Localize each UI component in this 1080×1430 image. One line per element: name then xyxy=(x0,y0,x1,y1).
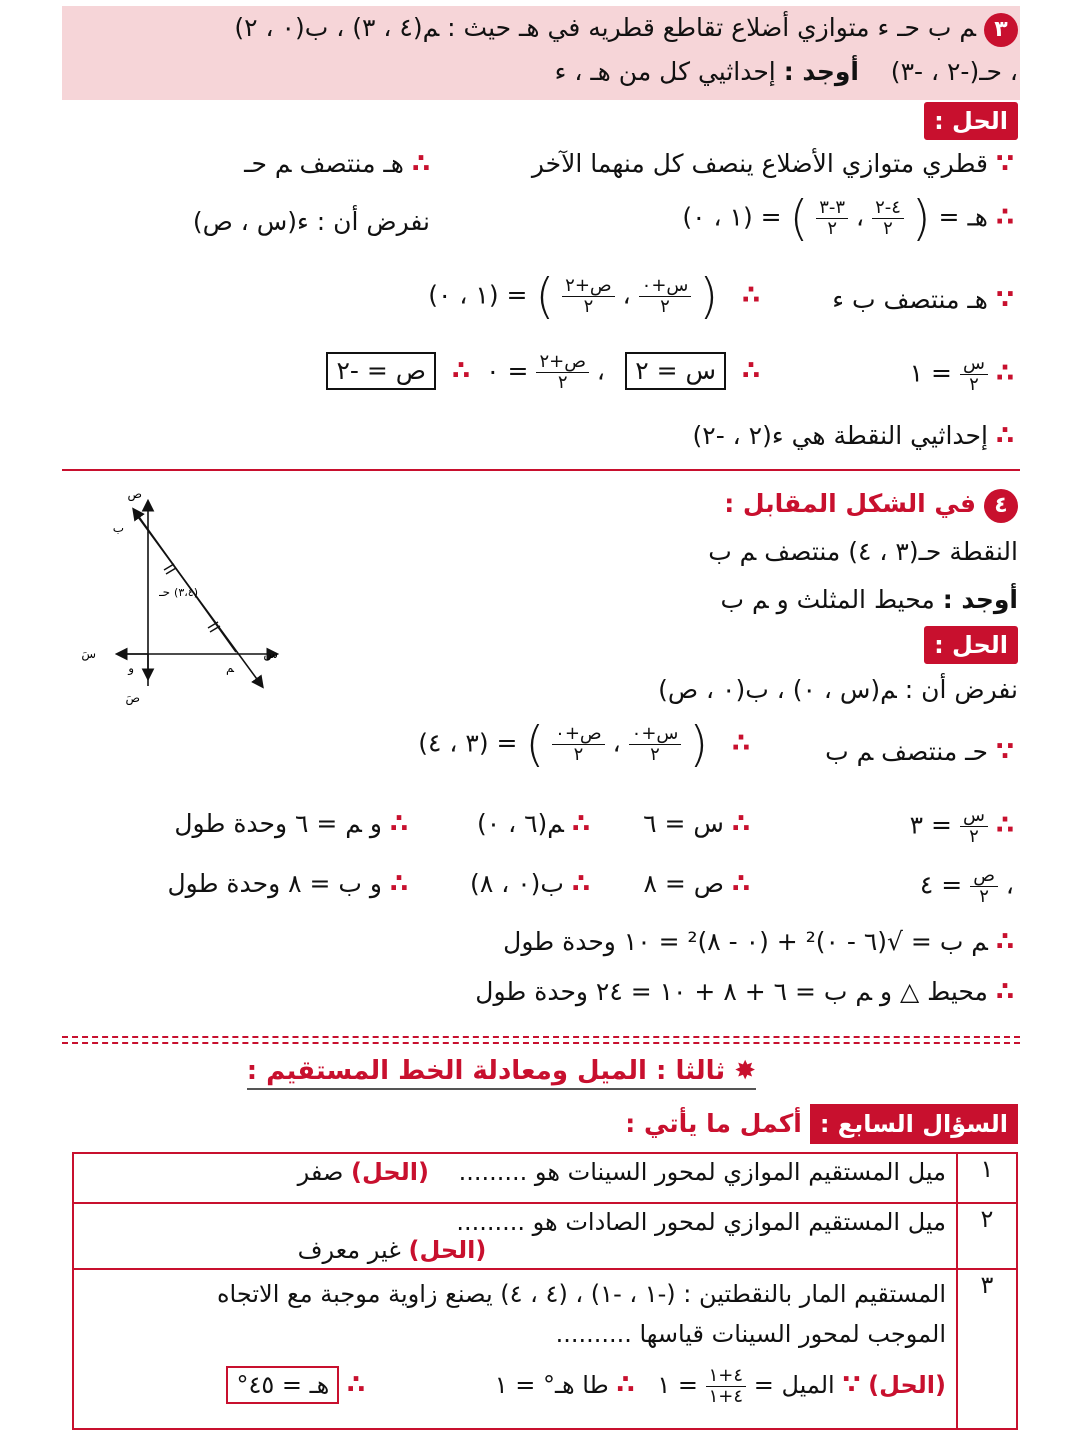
q3-row2-result: = (١ ، ٠) xyxy=(682,202,782,232)
q4-mid-result: = (٣ ، ٤) xyxy=(418,728,518,758)
q7-header xyxy=(625,1104,1018,1144)
divider-dashed xyxy=(62,1036,1020,1038)
q3-row2-frac2: $\frac{٣-٣}{٢}$ xyxy=(816,198,848,239)
q3-row3-frac2: $\frac{\text{ص+٢}}{٢}$ xyxy=(562,276,615,317)
q3-row1-right xyxy=(532,148,1014,180)
therefore-symbol: ∴ xyxy=(741,280,760,311)
divider xyxy=(62,469,1020,471)
q3-row3-text: هـ منتصف ب ء xyxy=(832,285,988,314)
q3-line1 xyxy=(234,12,1018,47)
therefore-symbol: ∴ xyxy=(995,202,1014,233)
q7-answer-box: هـ = ٤٥° xyxy=(226,1366,339,1404)
q4-r2-d: ∴ و ب = ٨ وحدة طول xyxy=(167,869,408,899)
q4-perimeter: محيط △ و ﻢ ب = ٦ + ٨ + ١٠ = ٢٤ وحدة طول xyxy=(475,977,988,1006)
fig-b-label: ب xyxy=(112,521,124,535)
q3-row5: ∴ إحداثيي النقطة هي ء(٢ ، -٢) xyxy=(692,421,1014,451)
q3-row3 xyxy=(832,284,1014,316)
q4-number-badge: ٤ xyxy=(984,489,1018,523)
fig-origin-label: و xyxy=(128,661,134,675)
q7-text: أكمل ما يأتي : xyxy=(625,1109,802,1138)
q4-mid-text: حـ منتصف ﻢ ب xyxy=(825,737,988,766)
q4-mid-right: ∵ حـ منتصف ﻢ ب xyxy=(825,737,1014,767)
q3-row2-frac1: $\frac{٤-٢}{٢}$ xyxy=(872,198,904,239)
q4-distance: ﻢ ب = √(٦ - ٠)² + (٠ - ٨)² = ١٠ وحدة طول xyxy=(503,927,988,956)
fig-x-neg-label: سَ xyxy=(81,647,96,661)
q3-final-answer: إحداثيي النقطة هي ء(٢ ، -٢) xyxy=(692,421,988,450)
q3-row4-d: ∴ ص = -٢ xyxy=(326,352,470,390)
q3-row4-a: ∴ $\frac{\text{س}}{٢}$ = ١ xyxy=(909,353,1014,395)
q3-row4-eq2: = ٠ xyxy=(486,356,529,386)
q3-row3-frac1: $\frac{\text{س+٠}}{٢}$ xyxy=(639,276,692,317)
table-row: ١ ميل المستقيم الموازي لمحور السينات هو ......... (الحل) صفر xyxy=(73,1153,1017,1203)
q4-figure xyxy=(81,486,296,708)
q3-solution-label: الحل : xyxy=(924,102,1018,140)
q3-row4-c: ، $\frac{\text{ص+٢}}{٢}$ = ٠ xyxy=(486,351,605,393)
q3-statement: ﻢ ب حـ ء متوازي أضلاع تقاطع قطريه في هـ حيث : ﻢ(٤ ، ٣) ، ب(٠ ، ٢) xyxy=(234,13,977,42)
q7-label: السؤال السابع : xyxy=(810,1104,1018,1144)
q4-solution-label: الحل : xyxy=(924,626,1018,664)
q4-title: في الشكل المقابل : xyxy=(724,489,977,518)
divider-dashed-2 xyxy=(62,1042,1020,1044)
q4-r4: ∴ محيط △ و ﻢ ب = ٦ + ٨ + ١٠ = ٢٤ وحدة طول xyxy=(475,977,1014,1007)
q4-r1-d: ∴ و ﻢ = ٦ وحدة طول xyxy=(174,809,408,839)
fig-y-label: ص xyxy=(127,487,142,501)
q3-row1-mid-text: هـ منتصف ﻢ حـ xyxy=(244,149,404,178)
q4-assume: نفرض أن : ﻢ(س ، ٠) ، ب(٠ ، ص) xyxy=(658,675,1018,704)
q3-row1-left xyxy=(244,148,430,180)
q3-line2 xyxy=(555,56,1018,88)
q3-answer-box-y: ص = -٢ xyxy=(326,352,436,390)
fig-x-label: س xyxy=(263,647,278,661)
q3-row3-eq: ∴ ( $\frac{\text{س+٠}}{٢}$ ، $\frac{\text{ص+٢}}{٢}$ ) = (١ ، ٠) xyxy=(428,268,760,325)
q3-row2-h: هـ = xyxy=(938,202,988,232)
table-row: ٢ ميل المستقيم الموازي لمحور الصادات هو ......... (الحل) غير معرف xyxy=(73,1203,1017,1269)
q3-find-label: أوجد : xyxy=(783,57,859,86)
q4-r3: ∴ ﻢ ب = √(٦ - ٠)² + (٠ - ٨)² = ١٠ وحدة طول xyxy=(503,927,1014,957)
q4-r1-a: ∴ $\frac{\text{س}}{٢}$ = ٣ xyxy=(909,805,1014,847)
q3-row4-b: ∴ س = ٢ xyxy=(625,352,760,390)
table-row: ٣ المستقيم المار بالنقطتين : (-١ ، -١) ، (٤ ، ٤) يصنع زاوية موجبة مع الاتجاه الموجب لمحور السينات قياسها .......... (الحل) ∵ الميل = $\frac{٤+١}{٤+١}$ = ١ ∴ طا هـ° = ١ ∴ هـ = ٤٥° xyxy=(73,1269,1017,1429)
fig-c-coord: (٣،٤) xyxy=(174,586,198,599)
q7-table xyxy=(72,1152,1018,1430)
q3-find-text: إحداثيي كل من هـ ، ء xyxy=(554,57,776,86)
q3-answer-box-x: س = ٢ xyxy=(625,352,726,390)
q4-r2-c: ∴ ب(٠ ، ٨) xyxy=(470,869,590,899)
q3-row2: ∴ هـ = ( $\frac{٤-٢}{٢}$ ، $\frac{٣-٣}{٢}$ ) = (١ ، ٠) xyxy=(682,190,1014,247)
q3-row3-result: = (١ ، ٠) xyxy=(428,280,528,310)
q3-row1-text: قطري متوازي الأضلاع ينصف كل منهما الآخر xyxy=(531,149,988,178)
section-title: ✸ ثالثا : الميل ومعادلة الخط المستقيم : xyxy=(247,1056,756,1090)
q7-row3-solution: (الحل) ∵ الميل = $\frac{٤+١}{٤+١}$ = ١ ∴ طا هـ° = ١ ∴ هـ = ٤٥° xyxy=(84,1358,946,1412)
q4-given: النقطة حـ(٣ ، ٤) منتصف ﻢ ب xyxy=(708,537,1018,566)
q4-r1-b: ∴ س = ٦ xyxy=(643,809,750,839)
q3-point-c: ، حـ(-٢ ، -٣) xyxy=(890,57,1018,86)
q4-r2-a: ، $\frac{\text{ص}}{٢}$ = ٤ xyxy=(919,865,1014,907)
section-title-text: ثالثا : الميل ومعادلة الخط المستقيم : xyxy=(246,1056,726,1086)
q3-number-badge: ٣ xyxy=(984,13,1018,47)
q4-r1-c: ∴ ﻢ(٦ ، ٠) xyxy=(476,809,590,839)
q4-find-label: أوجد : xyxy=(942,585,1018,614)
q4-mid-eq: ∴ ( $\frac{\text{س+٠}}{٢}$ ، $\frac{\text{ص+٠}}{٢}$ ) = (٣ ، ٤) xyxy=(418,716,750,773)
q3-row4-eq1: = ١ xyxy=(909,358,953,388)
q3-row2-assume: نفرض أن : ء(س ، ص) xyxy=(192,207,430,236)
q4-find-text: محيط المثلث و ﻢ ب xyxy=(720,585,935,614)
because-symbol: ∵ xyxy=(995,285,1014,315)
because-symbol: ∵ xyxy=(995,149,1014,179)
fig-y-neg-label: صَ xyxy=(125,691,140,705)
q4-title-row xyxy=(724,488,1018,523)
fig-c-label: حـ xyxy=(159,585,170,599)
fig-a-label: ﻢ xyxy=(226,661,234,675)
therefore-symbol: ∴ xyxy=(411,149,430,179)
q4-r2-b: ∴ ص = ٨ xyxy=(643,869,750,899)
q4-find xyxy=(721,584,1018,616)
segment-ab-ext xyxy=(134,510,236,652)
